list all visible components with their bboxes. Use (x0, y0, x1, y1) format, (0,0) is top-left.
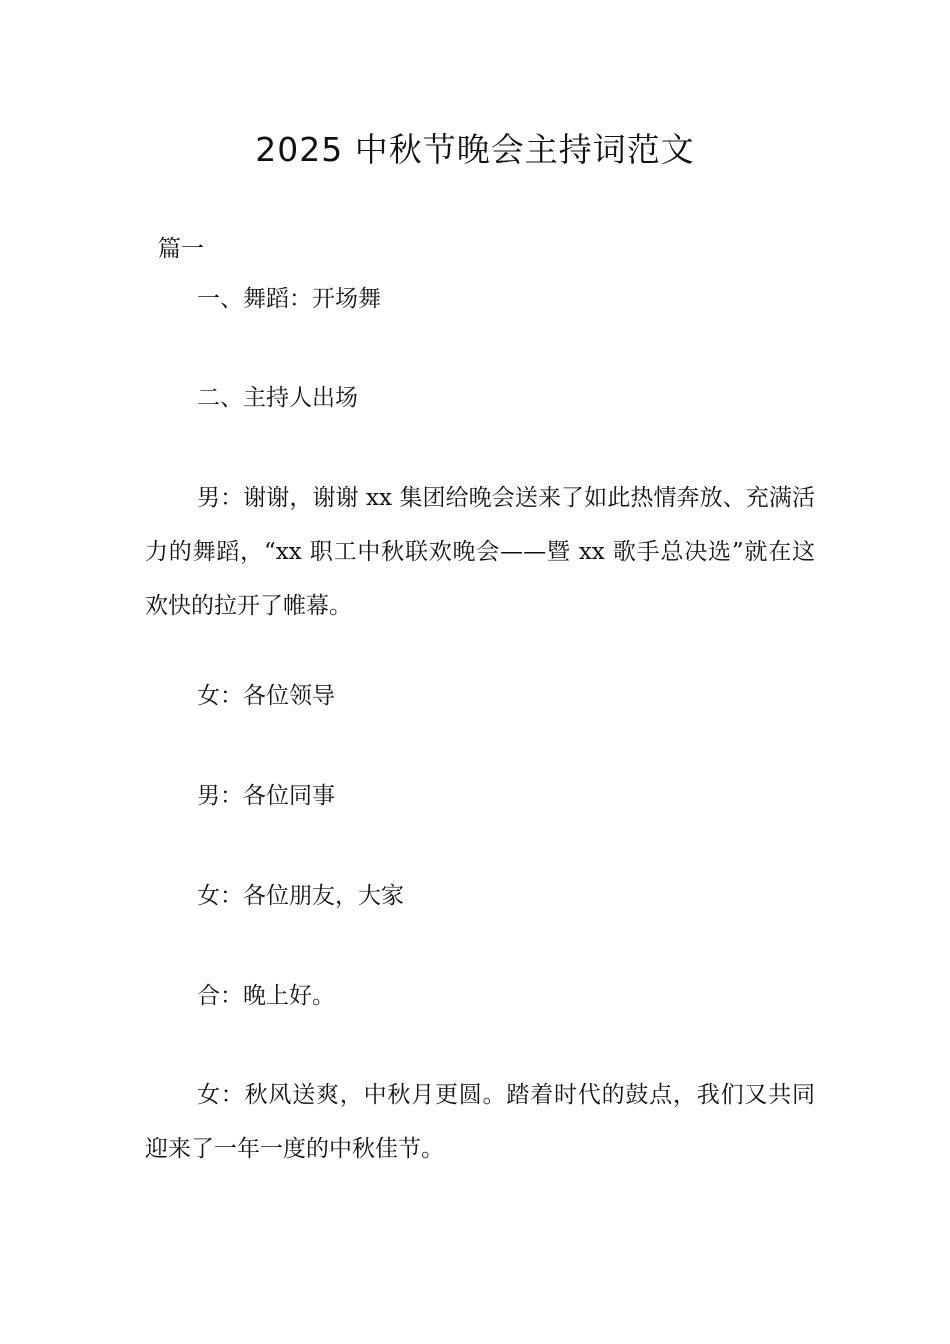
paragraph-female-leaders: 女：各位领导 (197, 683, 335, 709)
document-title: 2025 中秋节晚会主持词范文 (255, 130, 695, 169)
paragraph-female-autumn: 女：秋风送爽，中秋月更圆。踏着时代的鼓点，我们又共同迎来了一年一度的中秋佳节。 (145, 1082, 815, 1162)
section-label: 篇一 (158, 236, 204, 262)
paragraph-dance: 一、舞蹈：开场舞 (197, 286, 381, 312)
paragraph-male-colleagues: 男：各位同事 (197, 783, 335, 809)
paragraph-female-friends: 女：各位朋友，大家 (197, 883, 404, 909)
paragraph-together-greeting: 合：晚上好。 (197, 983, 335, 1009)
paragraph-male-opening: 男：谢谢，谢谢 xx 集团给晚会送来了如此热情奔放、充满活力的舞蹈，“xx 职工中秋联欢晚会——暨 xx 歌手总决选”就在这欢快的拉开了帷幕。 (145, 485, 815, 619)
paragraph-host-entrance: 二、主持人出场 (197, 385, 358, 411)
